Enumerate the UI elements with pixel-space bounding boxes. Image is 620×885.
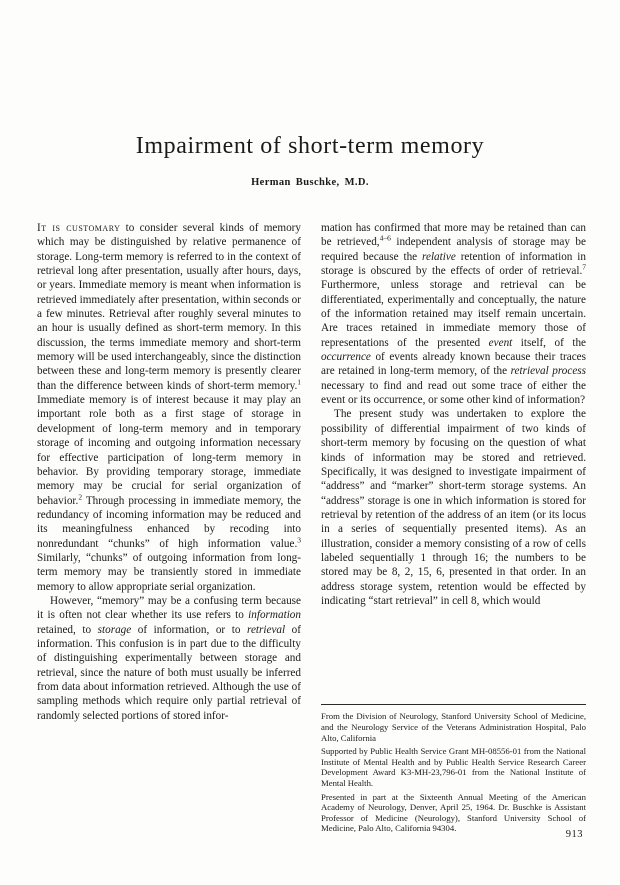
left-column: [37, 221, 301, 723]
text-run: retrieval process: [510, 365, 587, 378]
text-run: of events already known because their traces are retained in long-term memory, of the: [321, 351, 586, 378]
text-run: Similarly, “chunks” of outgoing information from long-term memory may be transiently stored in immediate memory to allow appropriate serial organization.: [37, 551, 301, 593]
text-run: retrieval: [247, 623, 286, 636]
text-run: The present study was undertaken to explore the possibility of differential impairment of two kinds of short-term memory by focusing on the question of what kinds of information may be stored and retrieved. Specifically, it was designed to investigate impairment of “address” and “marker” short-term storage systems. An “address” storage is one in which information is stored for retrieval by retention of the address of an item (or its locus in a series of sequentially presented items). As an illustration, consider a memory consisting of a row of cells labeled sequentially 1 through 16; the numbers to be stored may be 8, 2, 15, 6, presented in that order. In an address storage system, retention would be effected by indicating “start retrieval” in cell 8, which would: [321, 408, 586, 607]
reference-superscript: 3: [297, 534, 301, 544]
reference-superscript: 4–6: [379, 233, 391, 243]
text-run: relative: [422, 250, 456, 263]
footnotes: [321, 711, 586, 834]
footnote-divider: [321, 704, 586, 705]
text-run: mation has confirmed that more may be retained than can be retrieved,: [321, 222, 586, 249]
text-run: retained, to: [37, 623, 98, 636]
footnote-item: From the Division of Neurology, Stanford University School of Medicine, and the Neurology Service of the Veterans Administration Hospital, Palo Alto, California: [321, 711, 586, 743]
text-run: itself, of the: [512, 336, 587, 349]
paragraph: [321, 407, 586, 608]
paragraph: [37, 221, 301, 594]
text-run: occurrence: [321, 351, 371, 364]
text-run: to consider several kinds of memory which may be distinguished by relative permanence of storage. Long-term memory is referred to in the context of retrieval long after presentation, usually after hours, days, or years. Immediate memory is meant when information is retrieved immediately after presentation, within seconds or a few minutes. Retrieval after roughly several minutes to an hour is usually defined as short-term memory. In this discussion, the terms immediate memory and short-term memory will be used interchangeably, since the distinction between these and long-term memory is presently clearer than the difference between kinds of short-term memory.: [37, 222, 301, 392]
page-title: Impairment of short-term memory: [135, 133, 485, 159]
text-run: storage: [97, 623, 132, 636]
text-run: Through processing in immediate memory, the redundancy of incoming information may be reduced and its meaningfulness enhanced by recoding into nonredundant “chunks” of high information value.: [37, 494, 301, 550]
text-run: of information, or to: [131, 623, 247, 636]
text-run: retention of information in storage is obscured by the effects of order of retrieval.: [321, 250, 587, 278]
reference-superscript: 2: [78, 491, 83, 501]
text-run: information: [248, 609, 301, 622]
footnote-item: Presented in part at the Sixteenth Annual Meeting of the American Academy of Neurology, Denver, April 25, 1964. Dr. Buschke is Assistant Professor of Medicine (Neurology), Stanford University School of Medicine, Palo Alto, California 94304.: [321, 791, 586, 834]
paragraph: [321, 221, 586, 407]
footnote-block: [321, 704, 586, 837]
text-run: necessary to find and read out some trace of either the event or its occurrence, or some other kind of information?: [321, 379, 586, 407]
page-number: 913: [565, 829, 583, 840]
text-run: However, “memory” may be a confusing term because it is often not clear whether its use refers to: [37, 594, 301, 622]
text-run: It is customary: [37, 222, 121, 234]
right-column: [321, 221, 586, 837]
reference-superscript: 7: [582, 262, 586, 272]
right-column-body: [321, 221, 586, 608]
text-run: Furthermore, unless storage and retrieval can be differentiated, experimentally and conceptually, the nature of the information retained may itself remain uncertain. Are traces retained in immediate memory those of representations of the presented: [321, 279, 586, 349]
reference-superscript: 1: [297, 377, 301, 387]
text-run: Immediate memory is of interest because it may play an important role both as a first stage of storage in development of long-term memory and in temporary storage of incoming and outgoing information necessary for effective participation of long-term memory in behavior. By providing temporary storage, immediate memory may be crucial for serial organization of behavior.: [37, 394, 301, 507]
footnote-item: Supported by Public Health Service Grant MH-08556-01 from the National Institute of Mental Health and by Public Health Service Research Career Development Award K3-MH-23,796-01 from the National Institute of Mental Health.: [321, 746, 586, 789]
paragraph: [37, 594, 301, 723]
text-run: event: [488, 336, 513, 349]
text-run: independent analysis of storage may be required because the: [321, 236, 586, 263]
text-run: of information. This confusion is in part due to the difficulty of distinguishing experimentally between storage and retrieval, since the nature of both must usually be inferred from data about information retrieved. Although the use of sampling methods which require only partial retrieval of randomly selected portions of stored infor-: [37, 623, 301, 722]
author-byline: Herman Buschke, M.D.: [251, 177, 369, 188]
